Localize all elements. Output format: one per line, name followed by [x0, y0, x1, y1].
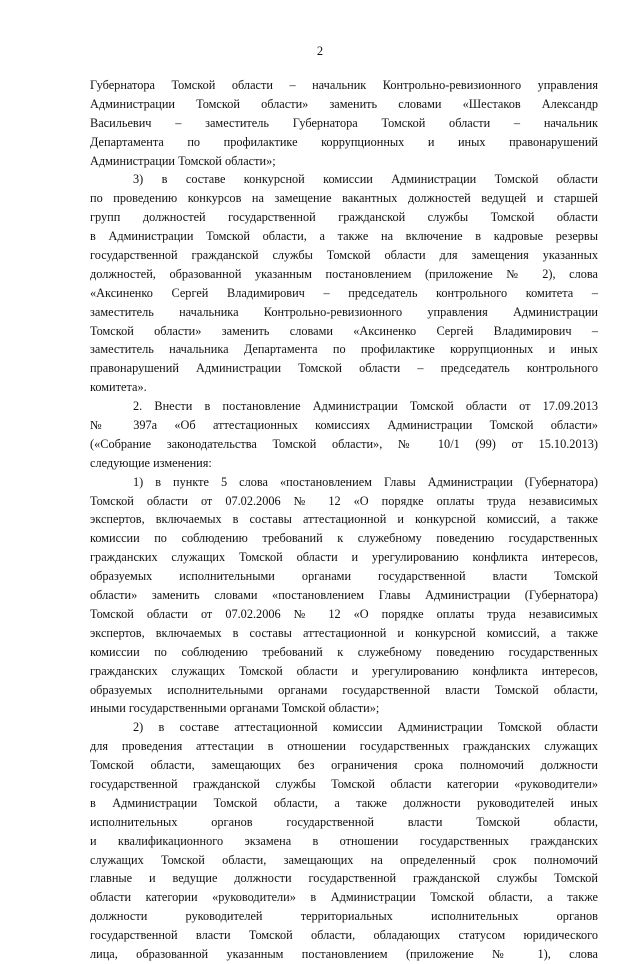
text-line: Администрации Томской области» заменить словами «Шестаков Александр [90, 96, 598, 111]
text-line: служащих Томской области, замещающих на определенный срок полномочий [90, 852, 598, 867]
text-line: и квалификационного экзамена в отношении государственных гражданских [90, 833, 598, 848]
text-line: Томской области» заменить словами «Аксиненко Сергей Владимирович – [90, 323, 598, 338]
text-line: следующие изменения: [90, 455, 212, 470]
text-line: Томской области от 07.02.2006 № 12 «О порядке оплаты труда независимых [90, 493, 598, 508]
text-line: иными государственными органами Томской области»; [90, 701, 380, 716]
text-line: комиссии по соблюдению требований к служебному поведению государственных [90, 644, 598, 659]
text-line: образуемых исполнительными органами государственной власти Томской [90, 569, 598, 584]
text-line: государственной гражданской службы Томской области категории «руководители» [90, 776, 598, 791]
text-line: групп должностей государственной гражданской службы Томской области [90, 210, 598, 225]
text-line: 2) в составе аттестационной комиссии Администрации Томской области [133, 720, 598, 735]
text-line: «Аксиненко Сергей Владимирович – председатель контрольного комитета – [90, 285, 598, 300]
text-line: области» заменить словами «постановлением Главы Администрации (Губернатора) [90, 588, 598, 603]
text-line: должности руководителей территориальных исполнительных органов [90, 909, 598, 924]
text-line: комитета». [90, 380, 147, 395]
text-line: 2. Внести в постановление Администрации Томской области от 17.09.2013 [133, 399, 598, 414]
text-line: Томской области от 07.02.2006 № 12 «О порядке оплаты труда независимых [90, 606, 598, 621]
text-line: в Администрации Томской области, а также должности руководителей иных [90, 795, 598, 810]
text-line: должностей, образованной указанным постановлением (приложение № 2), слова [90, 266, 598, 281]
text-line: гражданских служащих Томской области и урегулированию конфликта интересов, [90, 550, 598, 565]
text-line: главные и ведущие должности государственной гражданской службы Томской [90, 871, 598, 886]
text-line: Васильевич – заместитель Губернатора Томской области – начальник [90, 115, 598, 130]
text-line: экспертов, включаемых в составы аттестационной и конкурсной комиссий, а также [90, 512, 598, 527]
document-body [90, 76, 598, 964]
text-line: исполнительных органов государственной власти Томской области, [90, 814, 598, 829]
text-line: правонарушений Администрации Томской области – председатель контрольного [90, 361, 598, 376]
text-line: в Администрации Томской области, а также на включение в кадровые резервы [90, 229, 598, 244]
text-line: Департамента по профилактике коррупционных и иных правонарушений [90, 134, 598, 149]
text-line: заместитель начальника Контрольно-ревизионного управления Администрации [90, 304, 598, 319]
text-line: гражданских служащих Томской области и урегулированию конфликта интересов, [90, 663, 598, 678]
text-line: 1) в пункте 5 слова «постановлением Главы Администрации (Губернатора) [133, 474, 598, 489]
text-line: государственной гражданской службы Томской области для замещения указанных [90, 248, 598, 263]
text-line: комиссии по соблюдению требований к служебному поведению государственных [90, 531, 598, 546]
text-line: Томской области, замещающих без ограничения срока полномочий должности [90, 758, 598, 773]
text-line: лица, образованной указанным постановлением (приложение № 1), слова [90, 946, 598, 961]
text-line: 3) в составе конкурсной комиссии Администрации Томской области [133, 172, 598, 187]
text-line: («Собрание законодательства Томской области», № 10/1 (99) от 15.10.2013) [90, 436, 598, 451]
text-line: области категории «руководители» в Администрации Томской области, а также [90, 890, 598, 905]
text-line: по проведению конкурсов на замещение вакантных должностей ведущей и старшей [90, 191, 598, 206]
text-line: образуемых исполнительными органами государственной власти Томской области, [90, 682, 598, 697]
page-number: 2 [316, 44, 324, 58]
text-line: государственной власти Томской области, обладающих статусом юридического [90, 928, 598, 943]
text-line: Администрации Томской области»; [90, 153, 276, 168]
text-line: заместитель начальника Департамента по профилактике коррупционных и иных [90, 342, 598, 357]
text-line: № 397а «Об аттестационных комиссиях Администрации Томской области» [90, 418, 598, 433]
text-line: для проведения аттестации в отношении государственных гражданских служащих [90, 739, 598, 754]
text-line: экспертов, включаемых в составы аттестационной и конкурсной комиссий, а также [90, 625, 598, 640]
text-line: Губернатора Томской области – начальник Контрольно-ревизионного управления [90, 78, 598, 92]
